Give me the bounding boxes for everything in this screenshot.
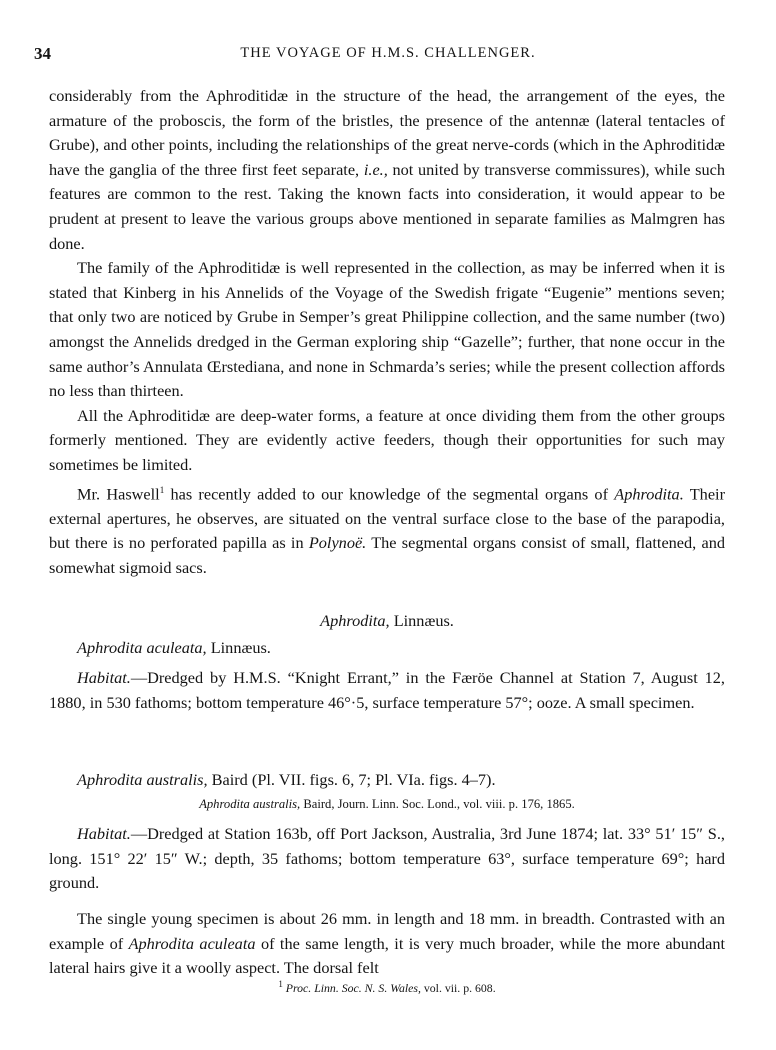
habitat-paragraph: Habitat.—Dredged by H.M.S. “Knight Errant,” in the Færöe Channel at Station 7, August 12, 1880, in 530 fathoms; bottom temperature 46°·5, surface temperature 57°; ooze. A small specimen.: [49, 668, 725, 712]
genus-author: Linnæus.: [393, 611, 454, 630]
paragraph-deep-water: All the Aphroditidæ are deep-water forms, a feature at once dividing them from the other groups formerly mentioned. They are evidently active feeders, though their opportunities for such may sometimes be limited.: [49, 405, 725, 474]
genus-heading: [49, 611, 725, 631]
paragraph-continued: considerably from the Aphroditidæ in the structure of the head, the arrangement of the eyes, the armature of the proboscis, the form of the bristles, the presence of the antennæ (lateral tentacles of Grube), and other points, including the relationships of the great nerve-cords (which in the Aphroditidæ have the ganglia of the three first feet separate, i.e., not united by transverse commissures), while such features are common to the rest. Taking the known facts into consideration, it would appear to be prudent at present to leave the various groups above mentioned in separate families as Malmgren has done.: [49, 86, 725, 253]
body-text-top: [49, 84, 725, 580]
page-number: 34: [34, 44, 51, 63]
footnote: $^1$ Proc. Linn. Soc. N. S. Wales, vol. vii. p. 608.: [278, 979, 496, 995]
page-header: [34, 44, 742, 68]
paragraph-family-collection: The family of the Aphroditidæ is well represented in the collection, as may be inferred when it is stated that Kinberg in his Annelids of the Voyage of the Swedish frigate “Eugenie” mentions seven; that only two are noticed by Grube in Semper’s great Philippine collection, and the same number (two) amongst the Annelids dredged in the German exploring ship “Gazelle”; further, that none occur in the same author’s Annulata Œrstediana, and none in Schmarda’s series; while the present collection affords no less than thirteen.: [49, 258, 725, 401]
genus-name: Aphrodita,: [320, 611, 390, 630]
species-heading-aculeata: Aphrodita aculeata, Linnæus.: [77, 638, 271, 657]
species-citation: Aphrodita australis, Baird, Journ. Linn. Soc. Lond., vol. viii. p. 176, 1865.: [199, 797, 575, 811]
description-paragraph: The single young specimen is about 26 mm. in length and 18 mm. in breadth. Contrasted with an example of Aphrodita aculeata of the same length, it is very much broader, while the more abundant lateral hairs give it a woolly aspect. The dorsal felt: [49, 909, 726, 978]
species-heading-australis: Aphrodita australis, Baird (Pl. VII. figs. 6, 7; Pl. VIa. figs. 4–7).: [77, 770, 496, 789]
habitat-paragraph: Habitat.—Dredged at Station 163b, off Port Jackson, Australia, 3rd June 1874; lat. 33° 51′ 15″ S., long. 151° 22′ 15″ W.; depth, 35 fathoms; bottom temperature 63°, surface temperature 69°; hard ground.: [49, 824, 725, 893]
habitat-aculeata: [49, 666, 725, 715]
running-title: THE VOYAGE OF H.M.S. CHALLENGER.: [240, 45, 536, 61]
paragraph-segmental-organs: Mr. Haswell$^1$ has recently added to our knowledge of the segmental organs of Aphrodita. Their external apertures, he observes, are situated on the ventral surface close to the base of the parapodia, but there is no perforated papilla as in Polynoë. The segmental organs consist of small, flattened, and somewhat sigmoid sacs.: [49, 483, 725, 577]
footnote-number: 1: [278, 979, 283, 989]
habitat-australis: [49, 822, 725, 896]
footnote-marker: 1: [159, 484, 165, 495]
description-australis: [49, 907, 725, 981]
